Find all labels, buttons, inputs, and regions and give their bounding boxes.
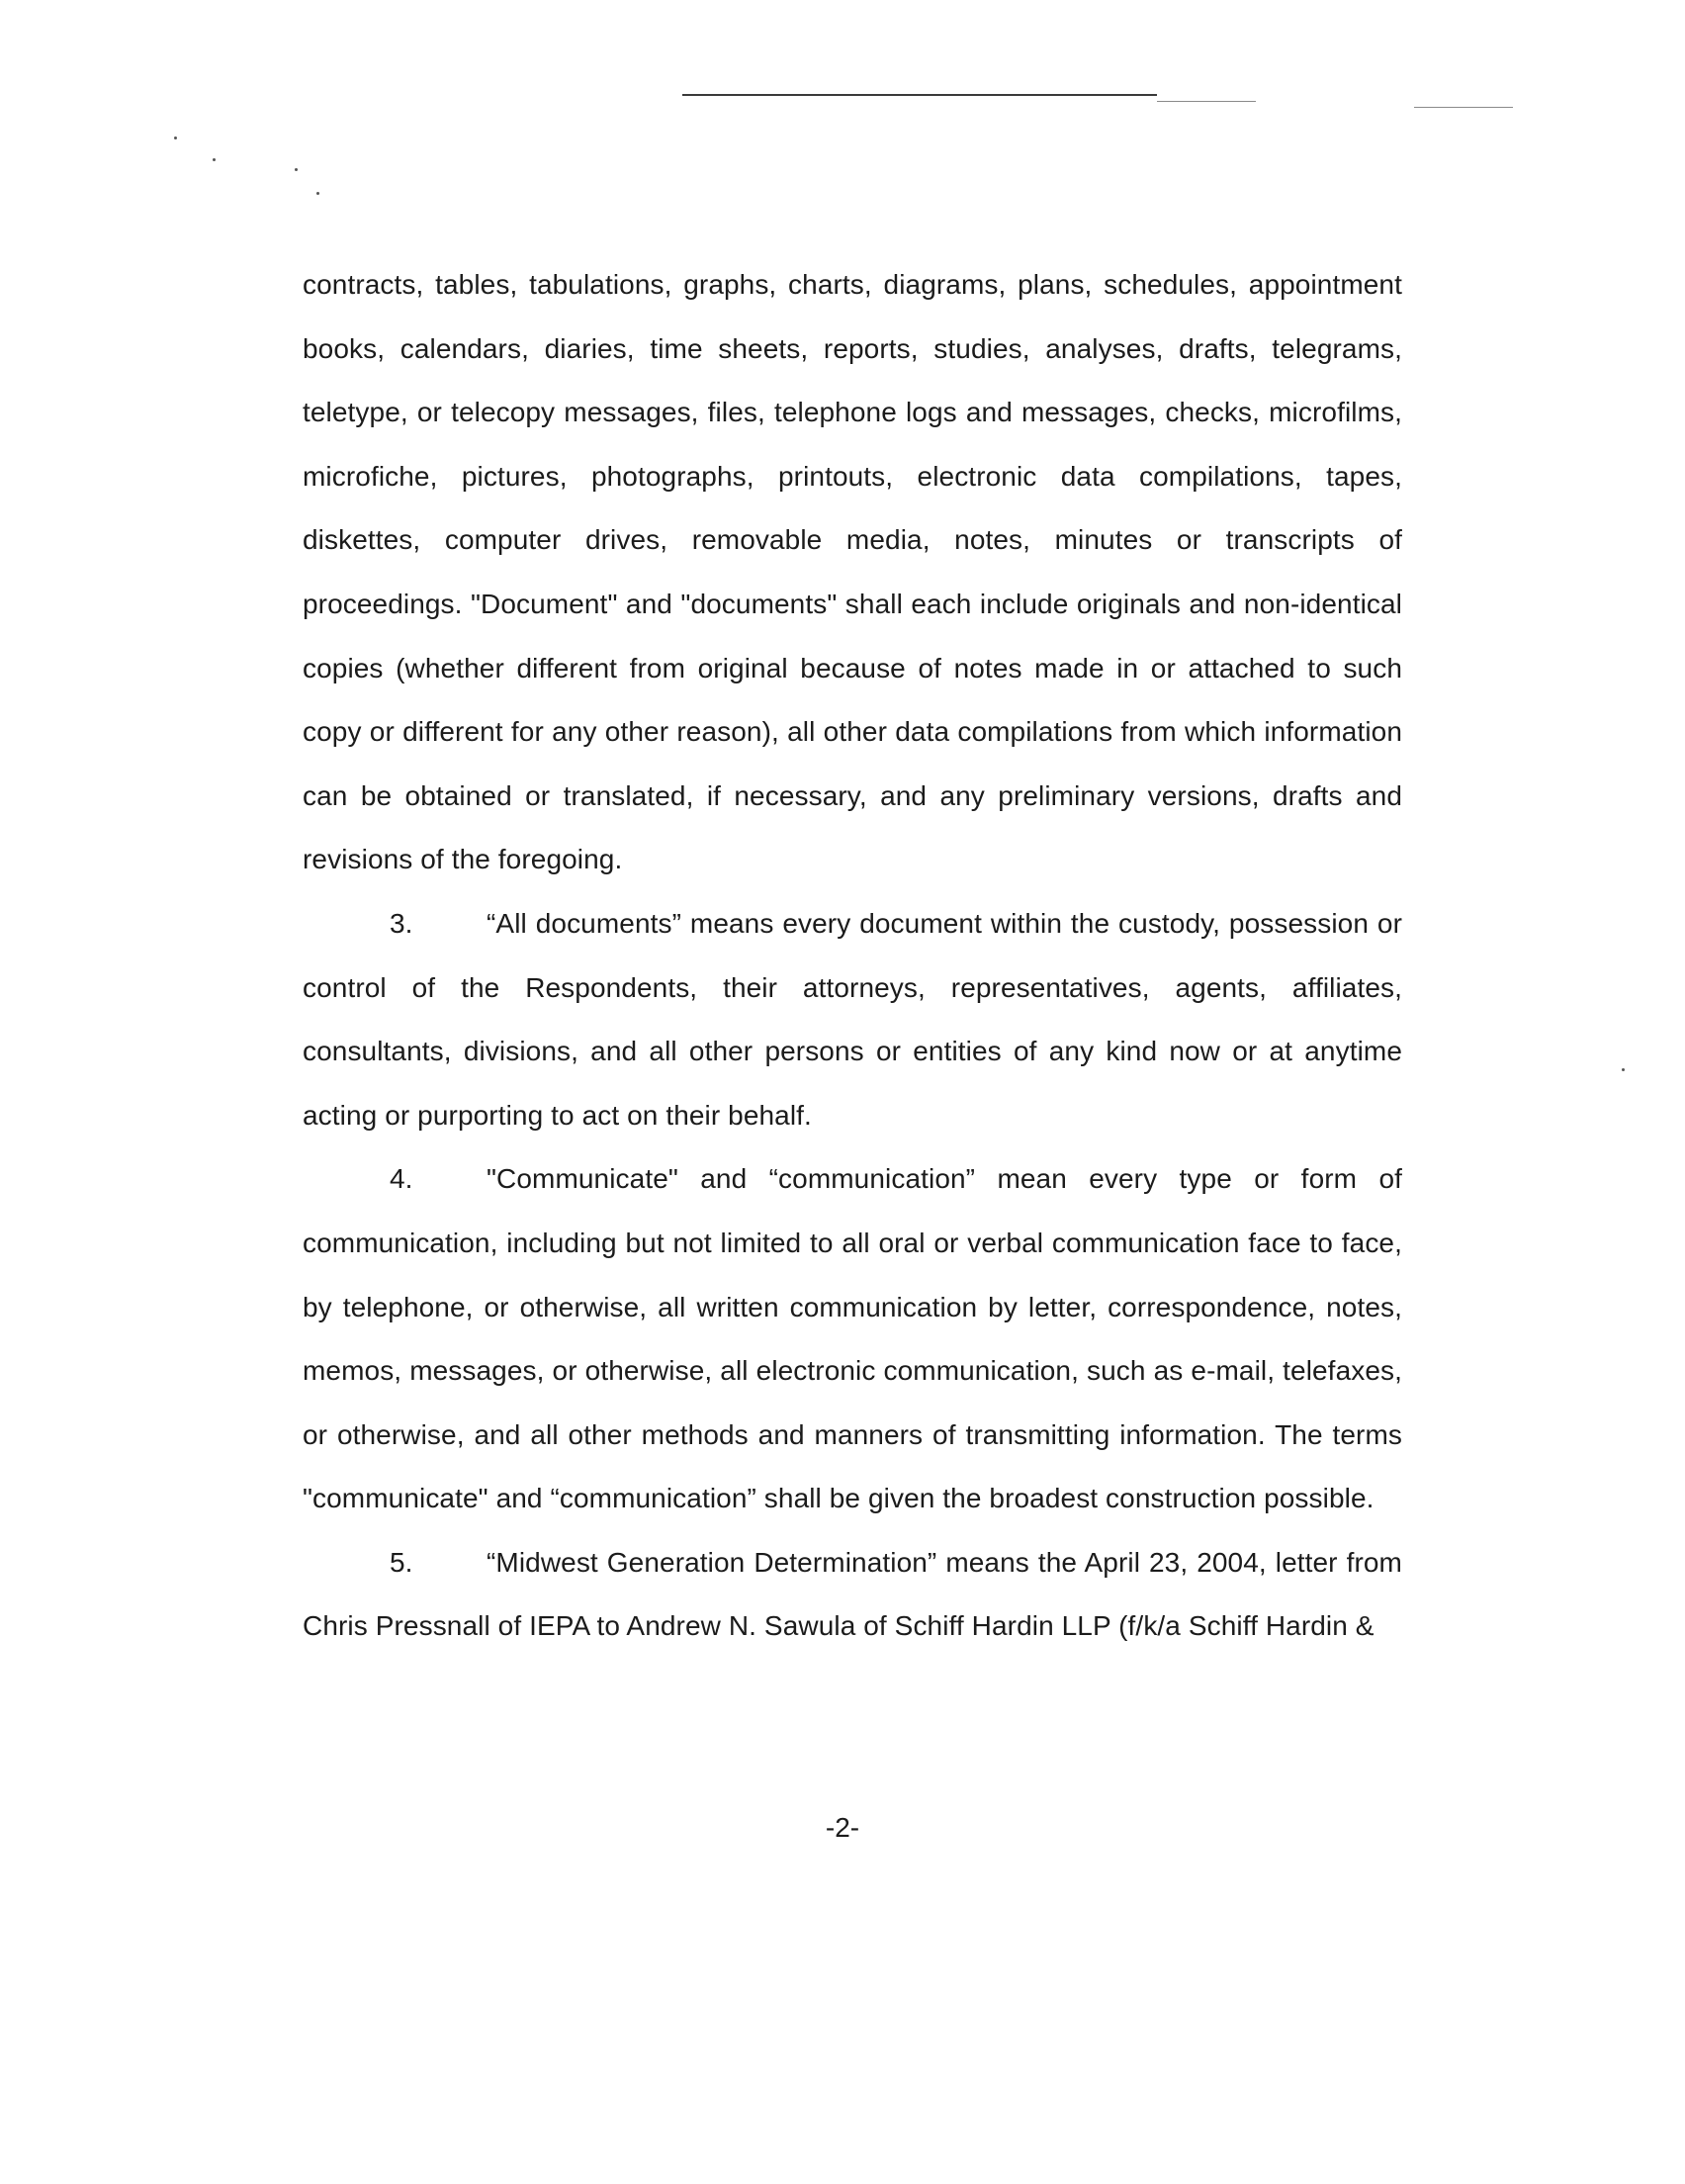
scan-speck	[213, 158, 216, 161]
scan-artifact-line	[682, 94, 1157, 96]
scan-speck	[1622, 1068, 1625, 1071]
paragraph-4-number: 4.	[390, 1163, 413, 1195]
scan-speck	[174, 136, 177, 139]
scan-artifact-line-faint-right	[1414, 107, 1513, 108]
scan-artifact-line-faint	[1157, 101, 1256, 102]
paragraph-3-text: “All documents” means every document within the custody, possession or control of the Respondents, their attorneys, representatives, agents, affiliates, consultants, divisions, and all other persons or entities of any kind now or at anytime acting or purporting to act on their behalf.	[303, 907, 1402, 1131]
paragraph-5-number: 5.	[390, 1546, 413, 1578]
paragraph-4	[303, 1147, 1402, 1531]
paragraph-5-text: “Midwest Generation Determination” means the April 23, 2004, letter from Chris Pressnall of IEPA to Andrew N. Sawula of Schiff Hardin LLP (f/k/a Schiff Hardin &	[303, 1546, 1402, 1642]
page-number: -2-	[825, 1812, 860, 1843]
scan-speck	[316, 192, 319, 195]
scan-speck	[295, 168, 298, 171]
paragraph-continued-text: contracts, tables, tabulations, graphs, charts, diagrams, plans, schedules, appointment books, calendars, diaries, time sheets, reports, studies, analyses, drafts, telegrams, teletype, or telecopy messages, files, telephone logs and messages, checks, microfilms, microfiche, pictures, photographs, printouts, electronic data compilations, tapes, diskettes, computer drives, removable media, notes, minutes or transcripts of proceedings. "Document" and "documents" shall each include originals and non-identical copies (whether different from original because of notes made in or attached to such copy or different for any other reason), all other data compilations from which information can be obtained or translated, if necessary, and any preliminary versions, drafts and revisions of the foregoing.	[303, 269, 1402, 875]
paragraph-4-text: "Communicate" and “communication” mean every type or form of communication, including but not limited to all oral or verbal communication face to face, by telephone, or otherwise, all written communication by letter, correspondence, notes, memos, messages, or otherwise, all electronic communication, such as e-mail, telefaxes, or otherwise, and all other methods and manners of transmitting information. The terms "communicate" and “communication” shall be given the broadest construction possible.	[303, 1163, 1402, 1514]
paragraph-5	[303, 1531, 1402, 1659]
document-body	[303, 253, 1402, 1659]
paragraph-continued	[303, 253, 1402, 892]
paragraph-3	[303, 892, 1402, 1147]
paragraph-3-number: 3.	[390, 907, 413, 939]
